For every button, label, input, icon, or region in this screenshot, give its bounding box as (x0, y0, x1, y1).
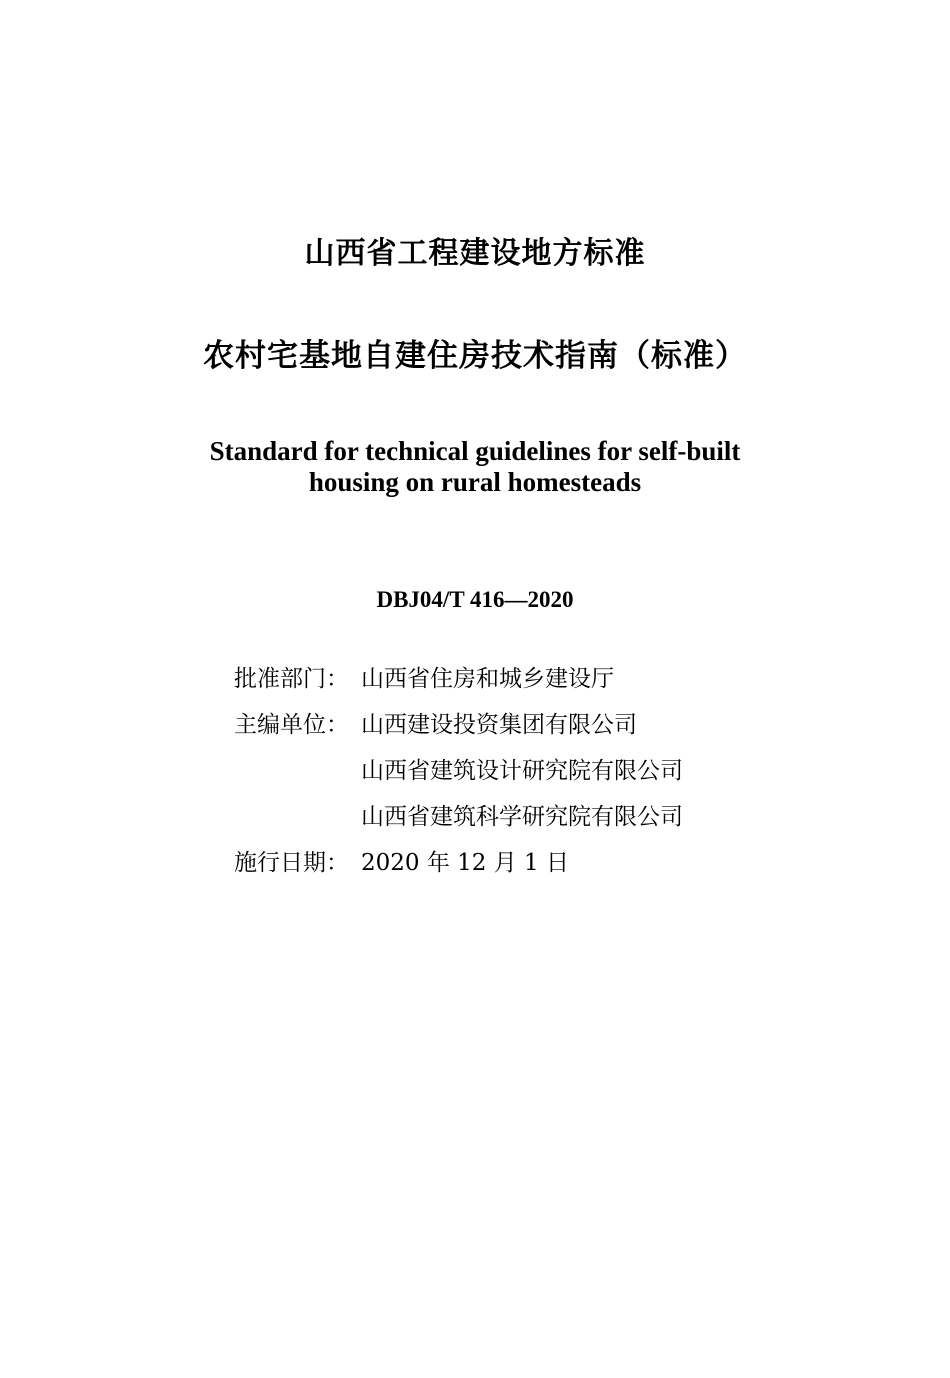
standard-code: DBJ04/T 416—2020 (376, 587, 574, 612)
series-title: 山西省工程建设地方标准 (304, 236, 646, 271)
editor-value: 山西省建筑科学研究院有限公司 (361, 804, 683, 830)
effective-date-label: 施行日期： (234, 850, 349, 876)
editor-row (234, 794, 683, 840)
approval-label: 批准部门： (234, 666, 349, 692)
effective-date-row (234, 840, 683, 886)
document-title: 农村宅基地自建住房技术指南（标准） (203, 338, 747, 374)
publication-info (234, 656, 683, 886)
english-title (0, 436, 950, 498)
editor-value: 山西省建筑设计研究院有限公司 (361, 758, 683, 784)
editor-row (234, 748, 683, 794)
english-title-line-2: housing on rural homesteads (308, 467, 642, 497)
editor-value: 山西建设投资集团有限公司 (361, 712, 637, 738)
effective-date-value: 2020 年 12 月 1 日 (361, 850, 569, 876)
approval-value: 山西省住房和城乡建设厅 (361, 666, 614, 692)
editor-row (234, 702, 683, 748)
editor-label: 主编单位： (234, 712, 349, 738)
english-title-line-1: Standard for technical guidelines for self-built (209, 436, 741, 466)
approval-row (234, 656, 683, 702)
